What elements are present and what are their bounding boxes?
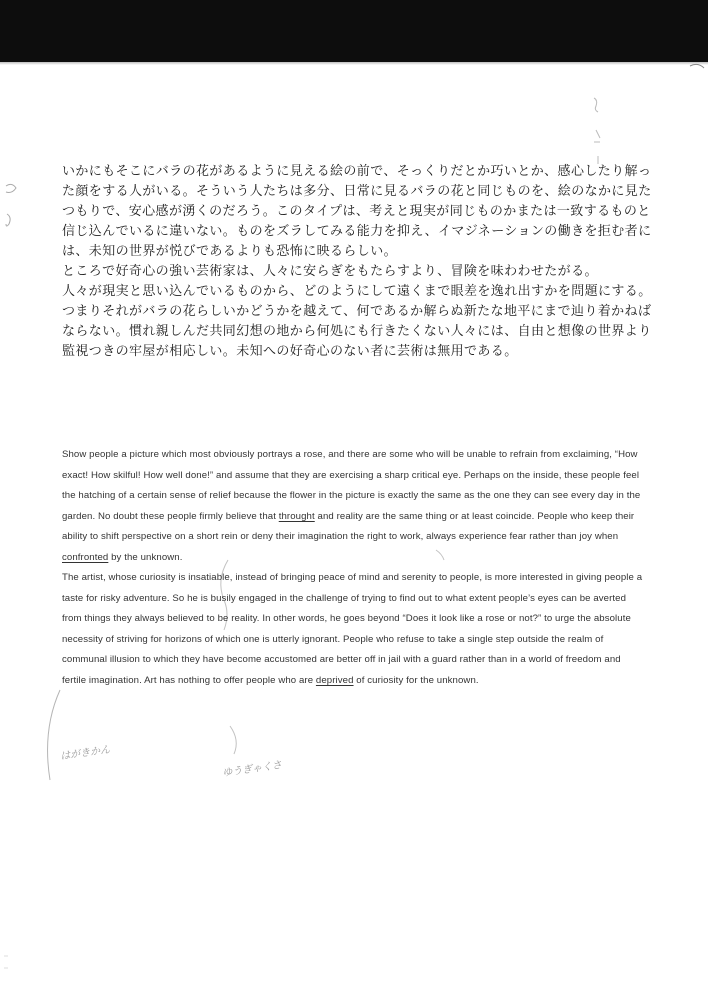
handwritten-note-1: はがきかん	[59, 744, 111, 763]
japanese-paragraph-2: ところで好奇心の強い芸術家は、人々に安らぎをもたらすより、冒険を味わわせたがる。	[62, 264, 598, 279]
underlined-word-deprived: deprived	[315, 674, 354, 686]
pencil-line-left	[48, 690, 60, 780]
margin-mark-left-top	[6, 184, 16, 192]
margin-mark-left-mid	[6, 214, 10, 226]
japanese-text-block	[62, 162, 652, 362]
english-p1-text-b: and reality are the same thing or at least coincide. People who keep their ability to shift perspective on a short rein or deny their imagination the right to work, always experience fear rather than joy when	[62, 510, 635, 542]
english-paragraph-1	[62, 445, 644, 568]
english-paragraph-2	[62, 568, 644, 691]
japanese-paragraph-1: いかにもそこにバラの花があるように見える絵の前で、そっくりだとか巧いとか、感心したり解った顔をする人がいる。そういう人たちは多分、日常に見るバラの花と同じものを、絵のなかに見たつもりで、安心感が湧くのだろう。このタイプは、考えと現実が同じものかまたは一致するものと信じ込んでいるに違いない。ものをズラしてみる能力を抑え、イマジネーションの働きを拒む者には、未知の世界が悦びであるよりも恐怖に映るらしい。	[62, 164, 652, 259]
bottom-left-mark	[4, 956, 8, 968]
margin-mark-right-2	[594, 130, 600, 142]
pencil-curve-bottom	[230, 726, 236, 754]
japanese-paragraph-3: 人々が現実と思い込んでいるものから、どのようにして遠くまで眼差を逸れ出すかを問題にする。つまりそれがバラの花らしいかどうかを越えて、何であるか解らぬ新たな地平にまで辿り着かねばならない。慣れ親しんだ共同幻想の地から何処にも行きたくない人々には、自由と想像の世界より監視つきの牢屋が相応しい。未知への好奇心のない者に芸術は無用である。	[62, 284, 652, 359]
english-p1-text-a: Show people a picture which most obviously portrays a rose, and there are some who will be unable to refrain from exclaiming, “How exact! How skilful! How well done!” and assume that they are exercising a sharp critical eye. Perhaps on the inside, these people feel the hatching of a certain sense of relief because the flower in the picture is exactly the same as the one they can see every day in the garden. No doubt these people firmly believe that	[62, 449, 641, 522]
english-text-block	[62, 445, 644, 691]
underlined-word-confronted: confronted	[62, 551, 109, 563]
underlined-word-throught: throught	[278, 510, 315, 522]
english-p2-text-b: of curiosity for the unknown.	[353, 674, 479, 686]
english-p1-text-c: by the unknown.	[108, 551, 183, 563]
english-p2-text-a: The artist, whose curiosity is insatiable, instead of bringing peace of mind and serenity to people, is more interested in giving people a taste for risky adventure. So he is busily engaged in the challenge of trying to find out to what extent people’s eyes can be averted from things they always believed to be reality. In other words, he goes beyond “Does it look like a rose or not?” to urge the absolute necessity of striving for horizons of which one is utterly ignorant. People who refuse to take a single step outside the realm of communal illusion to which they have become accustomed are better off in jail with a guard rather than in a world of freedom and fertile imagination. Art has nothing to offer people who are	[62, 572, 643, 686]
scan-edge-shadow	[0, 62, 708, 65]
handwritten-note-2: ゆうぎゃくさ	[221, 759, 283, 780]
scanner-top-band	[0, 0, 708, 62]
margin-mark-right-1	[594, 98, 598, 112]
